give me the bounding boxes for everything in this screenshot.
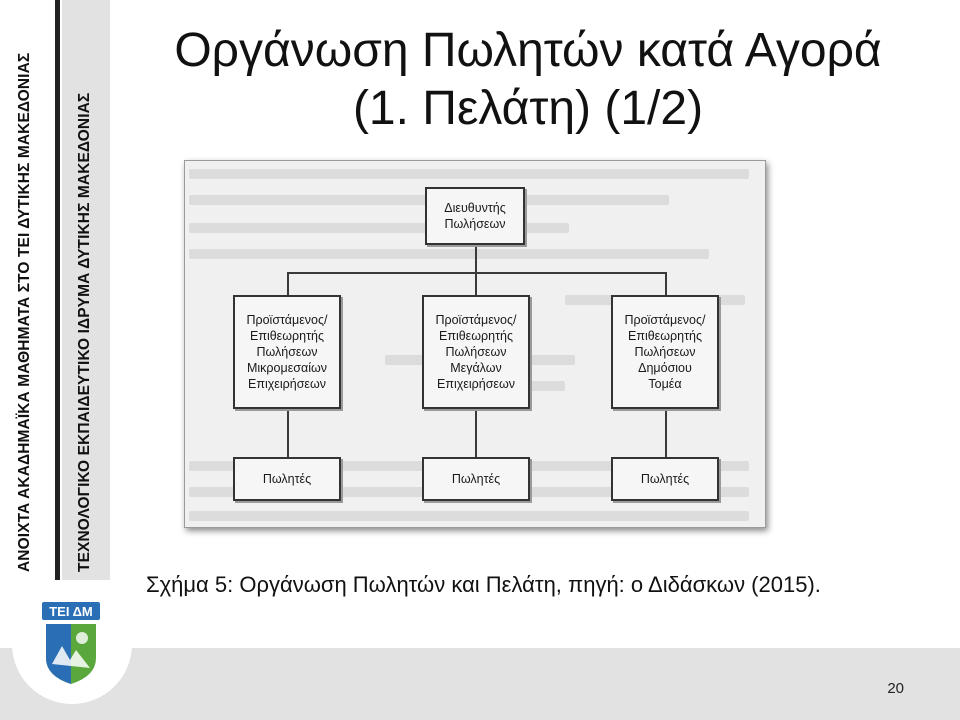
figure-texture-line	[189, 249, 709, 259]
figure-texture-line	[189, 511, 749, 521]
figure-texture-line	[189, 169, 749, 179]
org-box-sellers-smb	[233, 457, 341, 501]
org-box-sellers-public	[611, 457, 719, 501]
org-box-label: Διευθυντής Πωλήσεων	[444, 201, 506, 231]
connector-left-down	[287, 272, 289, 296]
slide-title-line1: Οργάνωση Πωλητών κατά Αγορά	[174, 24, 882, 77]
org-box-manager-public	[611, 295, 719, 409]
connector-horizontal	[287, 272, 667, 274]
sidebar-outer-banner	[0, 0, 52, 580]
figure-caption: Σχήμα 5: Οργάνωση Πωλητών και Πελάτη, πηγή: ο Διδάσκων (2015).	[146, 572, 821, 597]
sidebar-divider	[55, 0, 60, 580]
org-box-sellers-large	[422, 457, 530, 501]
sidebar-inner-banner	[62, 0, 110, 580]
connector-left-sellers	[287, 409, 289, 457]
sidebar-inner-text: ΤΕΧΝΟΛΟΓΙΚΟ ΕΚΠΑΙΔΕΥΤΙΚΟ ΙΔΡΥΜΑ ΔΥΤΙΚΗΣ ΜΑΚΕΔΟΝΙΑΣ	[76, 92, 93, 572]
logo-text: ΤΕΙ ΔΜ	[49, 604, 93, 619]
slide-title-line2: (1. Πελάτη) (1/2)	[352, 82, 704, 135]
org-box-label: Πωλητές	[451, 472, 501, 486]
tei-dm-logo-icon	[12, 584, 132, 704]
page-number: 20	[887, 680, 904, 697]
slide-title	[118, 22, 938, 138]
tei-dm-logo	[12, 584, 132, 704]
org-box-label: Πωλητές	[640, 472, 690, 486]
sidebar-outer-text: ΑΝΟΙΧΤΑ ΑΚΑΔΗΜΑΪΚΑ ΜΑΘΗΜΑΤΑ ΣΤΟ ΤΕΙ ΔΥΤΙΚΗΣ ΜΑΚΕΔΟΝΙΑΣ	[16, 52, 33, 572]
org-box-label: Προϊστάμενος/ Επιθεωρητής Πωλήσεων Δημόσιου Τομέα	[624, 313, 706, 391]
org-box-manager-smb	[233, 295, 341, 409]
connector-center-down	[475, 272, 477, 296]
org-chart-figure	[184, 160, 766, 528]
org-box-label: Πωλητές	[262, 472, 312, 486]
connector-right-sellers	[665, 409, 667, 457]
connector-right-down	[665, 272, 667, 296]
connector-root-down	[475, 245, 477, 273]
org-box-label: Προϊστάμενος/ Επιθεωρητής Πωλήσεων Μικρομεσαίων Επιχειρήσεων	[246, 313, 328, 391]
connector-center-sellers	[475, 409, 477, 457]
org-box-label: Προϊστάμενος/ Επιθεωρητής Πωλήσεων Μεγάλων Επιχειρήσεων	[435, 313, 517, 391]
org-box-sales-director	[425, 187, 525, 245]
org-box-manager-large	[422, 295, 530, 409]
footer-bar	[0, 648, 960, 720]
